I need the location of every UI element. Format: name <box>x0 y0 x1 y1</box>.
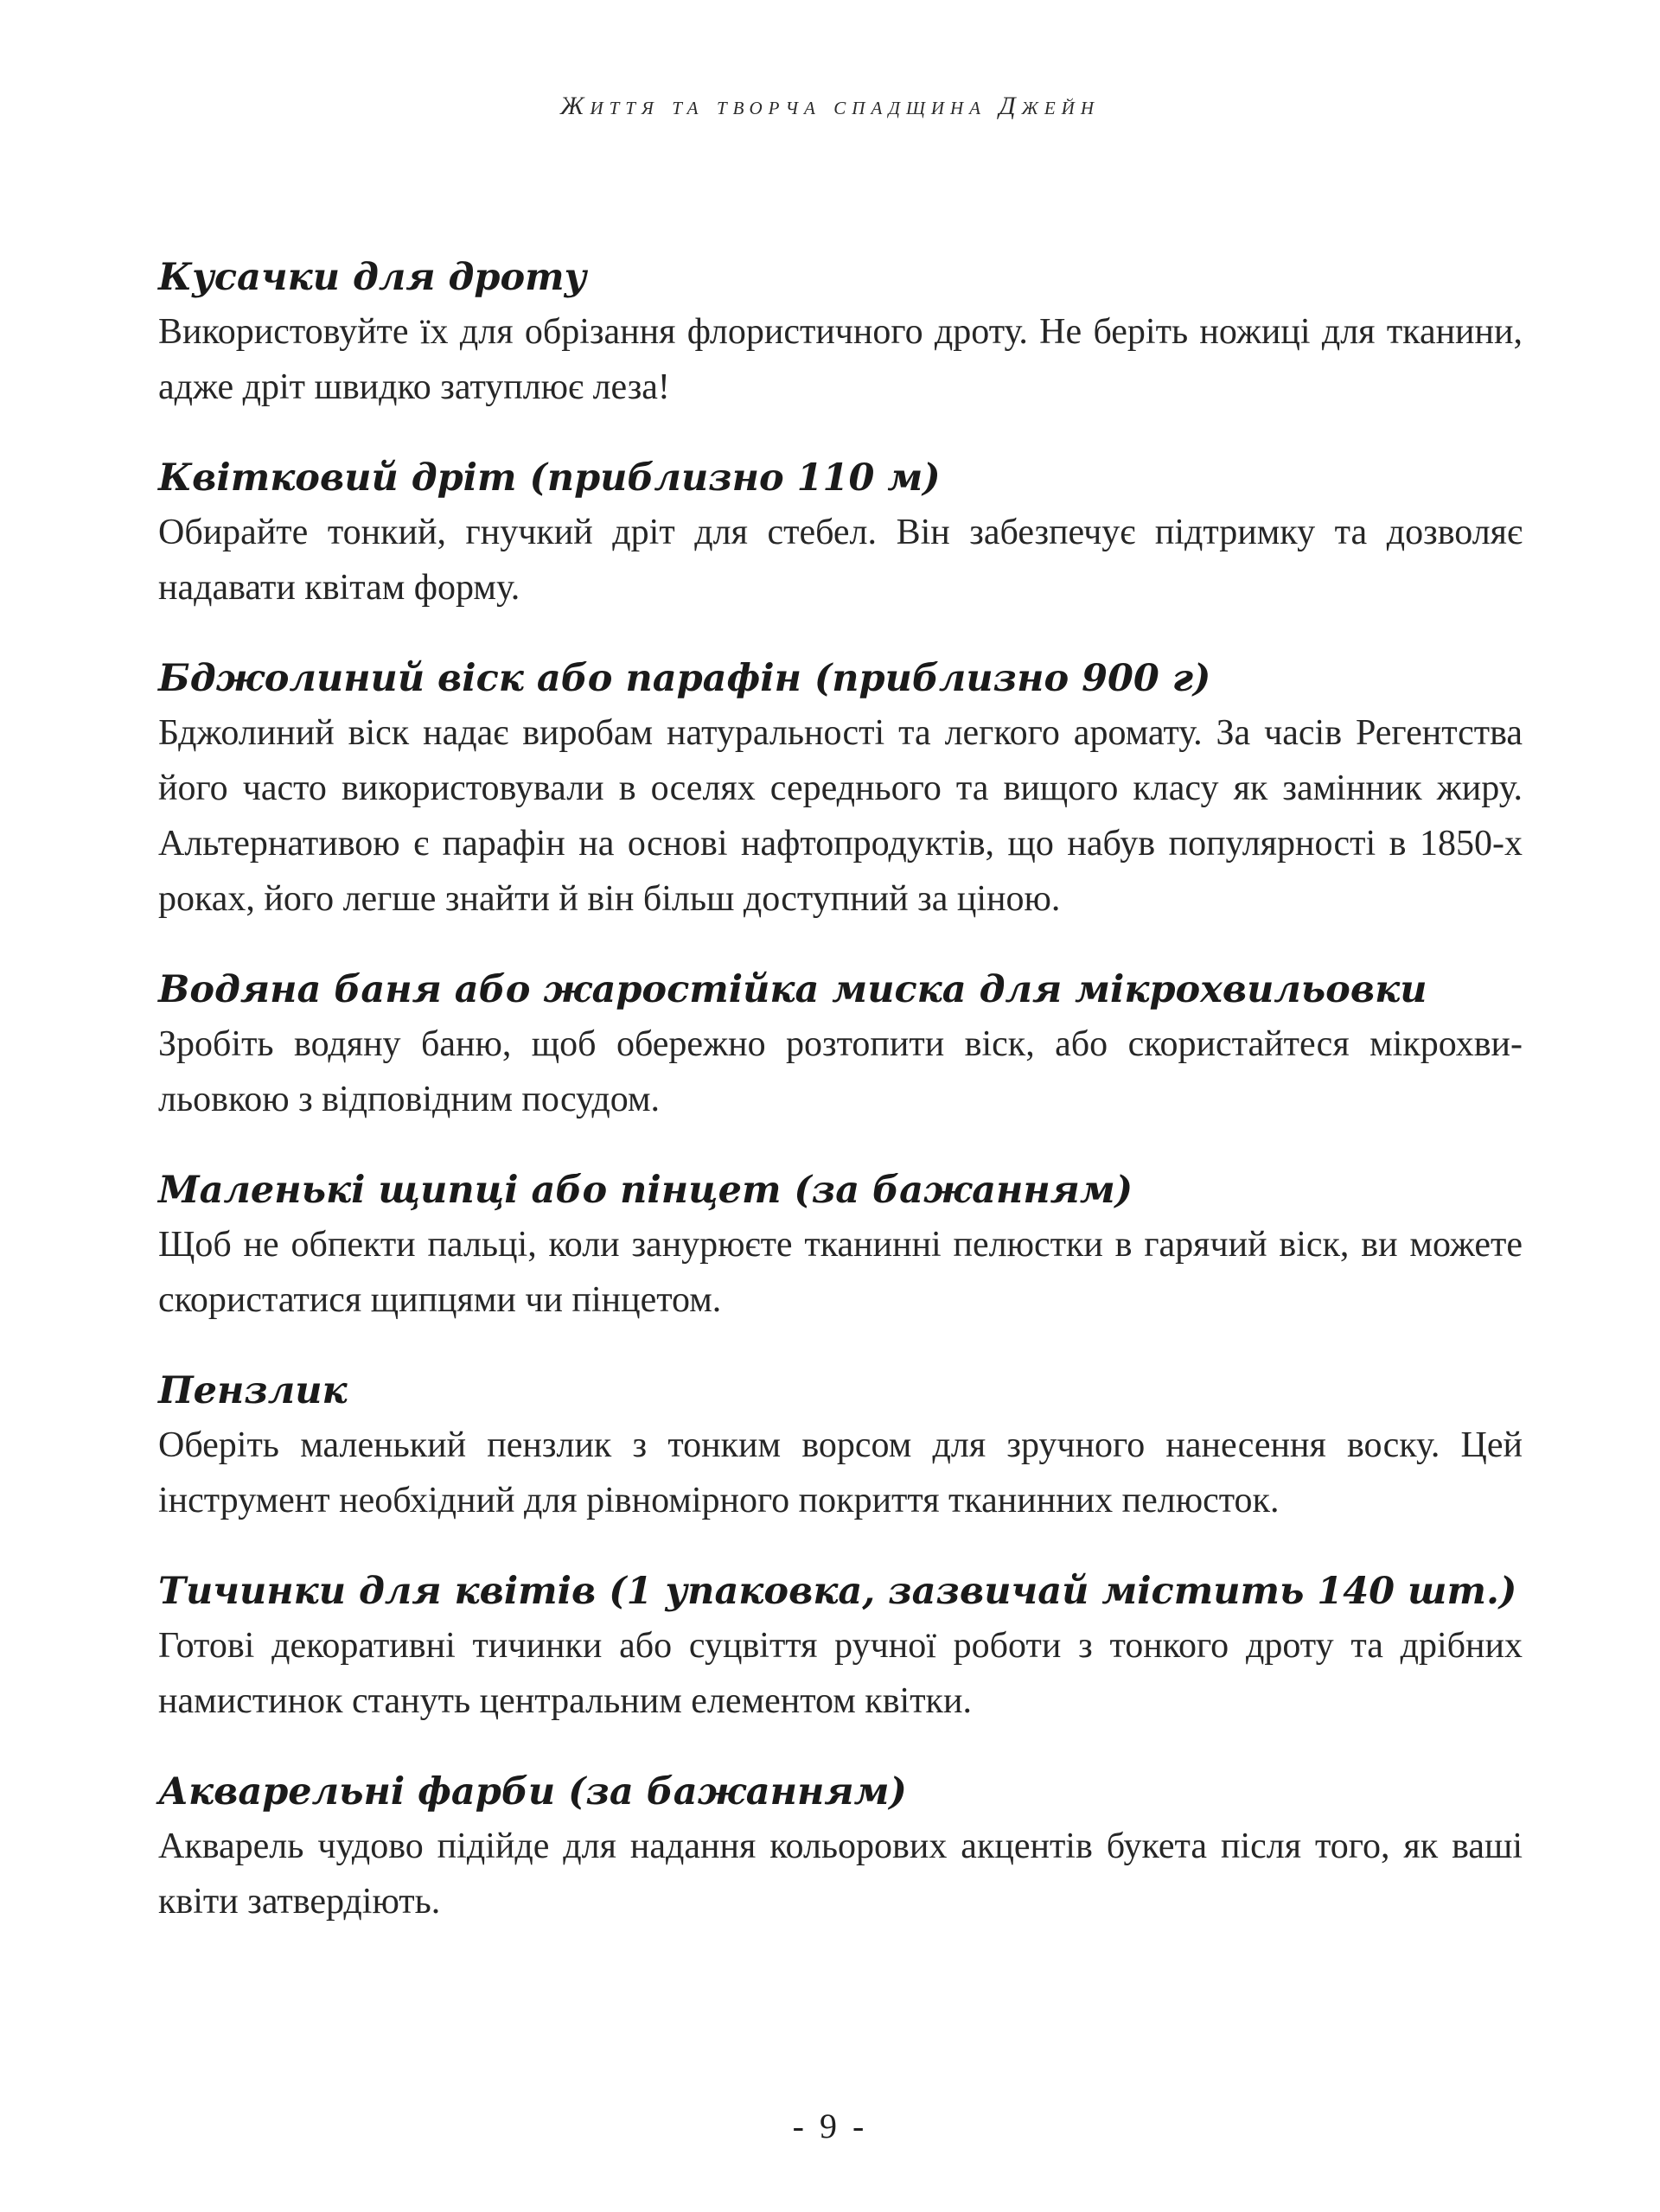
entry-beeswax <box>158 652 1523 927</box>
entry-watercolors <box>158 1765 1523 1929</box>
entry-water-bath <box>158 963 1523 1127</box>
entry-text: Використовуйте їх для обрізання флористичного дроту. Не беріть ножиці для тканини, адже дріт швидко затуплює леза! <box>158 312 1523 407</box>
entry-text: Щоб не обпекти пальці, коли занурюєте тканинні пелюстки в гарячий віск, ви можете скористатися щипцями чи пінцетом. <box>158 1225 1523 1320</box>
entry-title: Акварельні фарби (за бажанням) <box>158 1770 907 1814</box>
entry-title: Водяна баня або жаростійка миска для мікрохвильовки <box>158 968 1427 1011</box>
page-content <box>158 251 1523 1966</box>
entry-text: Готові декоративні тичинки або суцвіття ручної роботи з тонкого дроту та дрібних намистинок стануть центральним елементом квітки. <box>158 1626 1523 1721</box>
running-header: Життя та творча спадщина Джейн <box>559 92 1100 120</box>
page-number: - 9 - <box>792 2107 868 2145</box>
entry-text: Зробіть водяну баню, щоб обережно розтопити віск, або скористайтеся мікрохви-льовкою з відповідним посудом. <box>158 1024 1523 1119</box>
entry-tweezers <box>158 1163 1523 1328</box>
entry-title: Бджолиний віск або парафін (приблизно 900 г) <box>158 657 1211 700</box>
entry-text: Бджолиний віск надає виробам натуральності та легкого аромату. За часів Регентства його часто використовували в оселях середнього та вищого класу як замінник жиру. Альтернативою є парафін на основі нафтопродуктів, що набув популярності в 1850-х роках, його легше знайти й він більш доступний за ціною. <box>158 713 1523 919</box>
entry-title: Пензлик <box>158 1369 348 1412</box>
entry-brush <box>158 1364 1523 1528</box>
entry-title: Тичинки для квітів (1 упаковка, зазвичай містить 140 шт.) <box>158 1570 1517 1613</box>
entry-text: Оберіть маленький пензлик з тонким ворсом для зручного нанесення воску. Цей інструмент необхідний для рівномірного покриття тканинних пелюсток. <box>158 1425 1523 1520</box>
entry-title: Квітковий дріт (приблизно 110 м) <box>158 456 941 500</box>
entry-wire-cutters <box>158 251 1523 415</box>
entry-title: Кусачки для дроту <box>158 256 587 299</box>
entry-text: Акварель чудово підійде для надання кольорових акцентів букета після того, як ваші квіти затвердіють. <box>158 1826 1523 1922</box>
entry-title: Маленькі щипці або пінцет (за бажанням) <box>158 1169 1133 1212</box>
entry-stamens <box>158 1565 1523 1729</box>
entry-floral-wire <box>158 451 1523 615</box>
entry-text: Обирайте тонкий, гнучкий дріт для стебел. Він забезпечує підтримку та дозволяє надавати квітам форму. <box>158 513 1523 608</box>
